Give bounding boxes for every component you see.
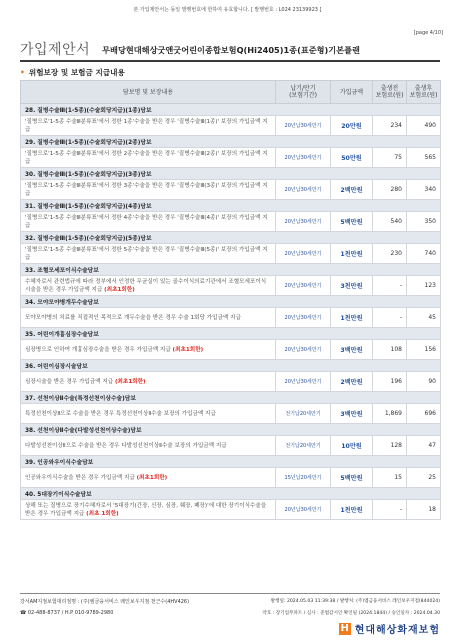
premium-after-birth: 25 — [407, 468, 441, 488]
premium-after-birth: 123 — [407, 276, 441, 296]
premium-after-birth: 156 — [407, 340, 441, 360]
premium-after-birth: 90 — [407, 372, 441, 392]
premium-after-birth: 350 — [407, 212, 441, 232]
premium-before-birth: 280 — [373, 180, 407, 200]
coverage-detail-row — [21, 212, 441, 232]
coverage-period: 20년납30세만기 — [276, 116, 331, 136]
coverage-amount: 2백만원 — [331, 372, 373, 392]
coverage-period: 20년납30세만기 — [276, 308, 331, 328]
description-text: 수혜자로서 관련법규에 따라 정부에서 인정한 무균실이 있는 골수이식의료기관에서 조혈모세포이식 시술을 받은 경우 가입금액 지급 — [25, 278, 267, 293]
description-text: 상해 또는 질병으로 장기수혜자로서 '5대장기(간장, 신장, 심장, 췌장, 폐장)'에 대한 장기이식수술을 받은 경우 가입금액 지급 — [25, 502, 267, 517]
limit-note: (최초1회한) — [104, 286, 135, 293]
premium-before-birth: 15 — [373, 468, 407, 488]
coverage-title-row — [21, 168, 441, 180]
coverage-amount: 1천만원 — [331, 244, 373, 264]
description-text: 심장시술을 받은 경우 가입금액 지급 — [25, 378, 114, 385]
coverage-description — [21, 116, 276, 136]
product-name: 무배당현대해상굿앤굿어린이종합보험Q(Hi2405)1종(표준형)기본플랜 — [102, 45, 360, 55]
description-text: 인공와우이식수술을 받은 경우 가입금액 지급 — [25, 474, 135, 481]
premium-after-birth: 740 — [407, 244, 441, 264]
coverage-period: 20년납30세만기 — [276, 372, 331, 392]
header-girl-premium: 출생후 보험료(원) — [407, 81, 441, 104]
description-text: '질병으로'1-5종 수술Ⅲ분류표'에서 정한 2종'수술을 받은 경우 '질병수술Ⅲ(2종)' 보장의 가입금액 지급 — [25, 150, 268, 165]
coverage-amount: 5백만원 — [331, 468, 373, 488]
coverage-detail-row — [21, 340, 441, 360]
coverage-description — [21, 212, 276, 232]
description-text: 다발성선천이상Ⅱ으로 수술을 받은 경우 다발성선천이상Ⅱ수술 보장의 가입금액 지급 — [25, 442, 227, 449]
coverage-detail-row — [21, 148, 441, 168]
coverage-title-row — [21, 456, 441, 468]
premium-before-birth: - — [373, 308, 407, 328]
coverage-title: 37. 선천이상Ⅱ수술(특정선천이상수술)담보 — [21, 392, 441, 404]
coverage-description — [21, 244, 276, 264]
approval-info: 약호 : 장기업무파트 / 심사 : 준법감시인 확인필 (2024.1844) / 승인일자 : 2024.04.30 — [262, 611, 440, 616]
coverage-period: 전기납20세만기 — [276, 404, 331, 424]
issue-notice: 본 가입제안서는 동일 발행번호에 한하여 유효합니다. [ 발행번호 : L024 23139923 ] — [133, 7, 322, 13]
coverage-description — [21, 468, 276, 488]
table-header-row — [21, 81, 441, 104]
premium-before-birth: 108 — [373, 340, 407, 360]
coverage-detail-row — [21, 436, 441, 456]
coverage-title: 35. 어린이개흉심장수술담보 — [21, 328, 441, 340]
page-number: [page 4/10] — [413, 30, 443, 36]
coverage-title-row — [21, 264, 441, 276]
document-header — [20, 37, 440, 59]
coverage-period: 20년납30세만기 — [276, 500, 331, 520]
bullet-icon: • — [20, 68, 25, 77]
premium-after-birth: 18 — [407, 500, 441, 520]
coverage-description — [21, 180, 276, 200]
header-divider — [20, 60, 440, 62]
contact-text: ☎ 02-488-8737 / H.P 010-9789-2980 — [20, 610, 114, 616]
coverage-description — [21, 404, 276, 424]
limit-note: (최초 1회한) — [86, 510, 119, 517]
coverage-title-row — [21, 424, 441, 436]
premium-after-birth: 45 — [407, 308, 441, 328]
coverage-detail-row — [21, 244, 441, 264]
coverage-description — [21, 148, 276, 168]
coverage-title: 31. 질병수술Ⅲ(1-5종)(수술회당지급)(4종)담보 — [21, 200, 441, 212]
coverage-title-row — [21, 488, 441, 500]
coverage-description — [21, 340, 276, 360]
coverage-detail-row — [21, 404, 441, 424]
premium-before-birth: 540 — [373, 212, 407, 232]
header-amount: 가입금액 — [331, 81, 373, 104]
document-title: 가입제안서 — [20, 42, 91, 58]
coverage-period: 20년납30세만기 — [276, 180, 331, 200]
coverage-amount: 3백만원 — [331, 340, 373, 360]
footer-divider — [20, 593, 440, 594]
coverage-description — [21, 276, 276, 296]
coverage-amount: 3백만원 — [331, 404, 373, 424]
agency-info: 강서AM지점보험대리점명 : (주)엠금융서비스 레인보우지점 천근수(4HV426) — [20, 599, 190, 605]
coverage-title: 34. 모야모야병개두수술담보 — [21, 296, 441, 308]
premium-after-birth: 490 — [407, 116, 441, 136]
coverage-amount: 1천만원 — [331, 308, 373, 328]
premium-before-birth: 196 — [373, 372, 407, 392]
coverage-title-row — [21, 296, 441, 308]
header-boy-premium: 출생전 보험료(원) — [373, 81, 407, 104]
coverage-title-row — [21, 232, 441, 244]
coverage-title-row — [21, 200, 441, 212]
coverage-amount: 50만원 — [331, 148, 373, 168]
premium-after-birth: 696 — [407, 404, 441, 424]
coverage-title: 39. 인공와우이식수술담보 — [21, 456, 441, 468]
coverage-title: 36. 어린이심장시술담보 — [21, 360, 441, 372]
premium-before-birth: 1,869 — [373, 404, 407, 424]
coverage-period: 15년납20세만기 — [276, 468, 331, 488]
limit-note: (최초1회한) — [136, 474, 168, 481]
coverage-title: 33. 조혈모세포이식수술담보 — [21, 264, 441, 276]
coverage-detail-row — [21, 116, 441, 136]
contact-info — [20, 610, 113, 616]
coverage-title: 30. 질병수술Ⅲ(1-5종)(수술회당지급)(3종)담보 — [21, 168, 441, 180]
premium-before-birth: - — [373, 276, 407, 296]
coverage-period: 전기납20세만기 — [276, 436, 331, 456]
coverage-period: 20년납30세만기 — [276, 148, 331, 168]
section-heading — [20, 67, 125, 78]
coverage-amount: 3천만원 — [331, 276, 373, 296]
company-logo — [339, 621, 440, 636]
description-text: 심장병으로 인하여 개흉심장수술을 받은 경우 가입금액 지급 — [25, 346, 171, 353]
description-text: 특정선천이상Ⅱ으로 수술을 받은 경우 특정선천이상Ⅱ수술 보장의 가입금액 지급 — [25, 410, 216, 417]
coverage-amount: 10만원 — [331, 436, 373, 456]
section-title: 위험보장 및 보험금 지급내용 — [28, 68, 125, 77]
coverage-table — [20, 80, 441, 520]
coverage-title-row — [21, 328, 441, 340]
coverage-detail-row — [21, 276, 441, 296]
coverage-title-row — [21, 360, 441, 372]
premium-before-birth: 75 — [373, 148, 407, 168]
premium-before-birth: 230 — [373, 244, 407, 264]
coverage-detail-row — [21, 308, 441, 328]
logo-mark: H — [340, 622, 349, 634]
premium-after-birth: 340 — [407, 180, 441, 200]
header-period: 납기/만기 (보험기간) — [276, 81, 331, 104]
company-name: 현대해상화재보험 — [354, 625, 440, 636]
premium-before-birth: 234 — [373, 116, 407, 136]
coverage-title: 40. 5대장기이식수술담보 — [21, 488, 441, 500]
coverage-period: 20년납30세만기 — [276, 244, 331, 264]
coverage-title: 29. 질병수술Ⅲ(1-5종)(수술회당지급)(2종)담보 — [21, 136, 441, 148]
premium-before-birth: 128 — [373, 436, 407, 456]
coverage-title-row — [21, 104, 441, 116]
coverage-detail-row — [21, 500, 441, 520]
description-text: '질병으로'1-5종 수술Ⅲ분류표'에서 정한 3종'수술을 받은 경우 '질병수술Ⅲ(3종)' 보장의 가입금액 지급 — [25, 182, 268, 197]
coverage-description — [21, 500, 276, 520]
coverage-period: 20년납30세만기 — [276, 340, 331, 360]
coverage-title-row — [21, 136, 441, 148]
description-text: '질병으로'1-5종 수술Ⅲ분류표'에서 정한 4종'수술을 받은 경우 '질병수술Ⅲ(4종)' 보장의 가입금액 지급 — [25, 214, 268, 229]
coverage-title: 38. 선천이상Ⅱ수술(다발성선천이상수술)담보 — [21, 424, 441, 436]
coverage-description — [21, 436, 276, 456]
coverage-title: 28. 질병수술Ⅲ(1-5종)(수술회당지급)(1종)담보 — [21, 104, 441, 116]
coverage-amount: 20만원 — [331, 116, 373, 136]
limit-note: (최초1회한) — [114, 378, 146, 385]
premium-after-birth: 47 — [407, 436, 441, 456]
description-text: '질병으로'1-5종 수술Ⅲ분류표'에서 정한 5종'수술을 받은 경우 '질병수술Ⅲ(5종)' 보장의 가입금액 지급 — [25, 246, 268, 261]
coverage-period: 20년납30세만기 — [276, 212, 331, 232]
issue-info: 발행일: 2024.05.03 11:39:38 / 발행처: (주)엠금융서비스 레인보우지점(844024) — [270, 599, 440, 604]
premium-after-birth: 565 — [407, 148, 441, 168]
coverage-description — [21, 308, 276, 328]
header-coverage: 담보명 및 보장내용 — [21, 81, 276, 104]
description-text: '질병으로'1-5종 수술Ⅲ분류표'에서 정한 1종'수술을 받은 경우 '질병수술Ⅲ(1종)' 보장의 가입금액 지급 — [25, 118, 268, 133]
coverage-detail-row — [21, 180, 441, 200]
coverage-title: 32. 질병수술Ⅲ(1-5종)(수술회당지급)(5종)담보 — [21, 232, 441, 244]
coverage-amount: 5백만원 — [331, 212, 373, 232]
coverage-period: 20년납30세만기 — [276, 276, 331, 296]
coverage-title-row — [21, 392, 441, 404]
premium-before-birth: - — [373, 500, 407, 520]
limit-note: (최초1회한) — [172, 346, 204, 353]
description-text: 모야모야병의 치료를 직접적인 목적으로 개두수술을 받은 경우 수술 1회당 가입금액 지급 — [25, 314, 241, 321]
coverage-detail-row — [21, 468, 441, 488]
coverage-amount: 1천만원 — [331, 500, 373, 520]
coverage-detail-row — [21, 372, 441, 392]
coverage-amount: 2백만원 — [331, 180, 373, 200]
coverage-description — [21, 372, 276, 392]
